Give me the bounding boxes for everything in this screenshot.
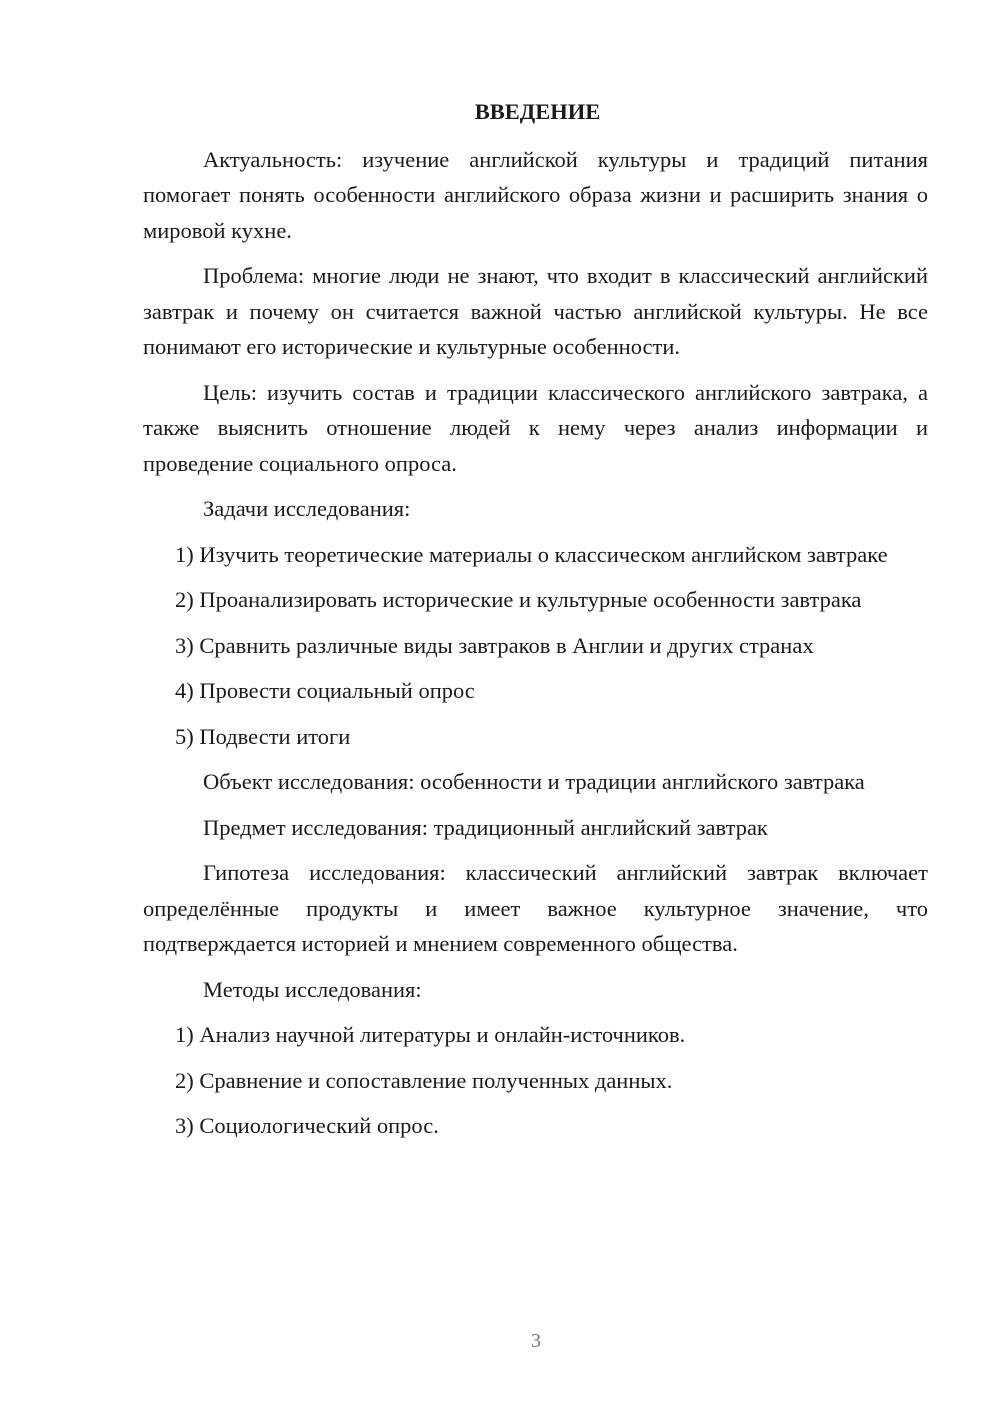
method-item: 2) Сравнение и сопоставление полученных данных.: [175, 1067, 673, 1093]
document-body: [143, 94, 928, 1154]
subject-paragraph: Предмет исследования: традиционный английский завтрак: [203, 814, 768, 840]
goal-paragraph: Цель: изучить состав и традиции классического английского завтрака, а также выяснить отношение людей к нему через анализ информации и проведение социального опроса.: [143, 379, 928, 476]
task-item: 4) Провести социальный опрос: [175, 678, 475, 703]
page-number: 3: [531, 1330, 541, 1352]
method-item: 3) Социологический опрос.: [175, 1113, 439, 1138]
relevance-paragraph: Актуальность: изучение английской культуры и традиций питания помогает понять особенности английского образа жизни и расширить знания о мировой кухне.: [143, 146, 928, 243]
problem-paragraph: Проблема: многие люди не знают, что входит в классический английский завтрак и почему он считается важной частью английской культуры. Не все понимают его исторические и культурные особенности.: [143, 263, 928, 359]
methods-heading: Методы исследования:: [203, 976, 422, 1002]
tasks-heading: Задачи исследования:: [203, 496, 411, 521]
method-item: 1) Анализ научной литературы и онлайн-источников.: [175, 1022, 686, 1047]
task-item: 3) Сравнить различные виды завтраков в Англии и других странах: [175, 632, 814, 658]
task-item: 5) Подвести итоги: [175, 723, 351, 749]
task-item: 1) Изучить теоретические материалы о классическом английском завтраке: [175, 541, 888, 567]
section-title: ВВЕДЕНИЕ: [474, 99, 601, 124]
task-item: 2) Проанализировать исторические и культурные особенности завтрака: [175, 587, 862, 612]
object-paragraph: Объект исследования: особенности и традиции английского завтрака: [203, 769, 865, 794]
hypothesis-paragraph: Гипотеза исследования: классический английский завтрак включает определённые продукты и имеет важное культурное значение, что подтверждается историей и мнением современного общества.: [143, 860, 928, 956]
